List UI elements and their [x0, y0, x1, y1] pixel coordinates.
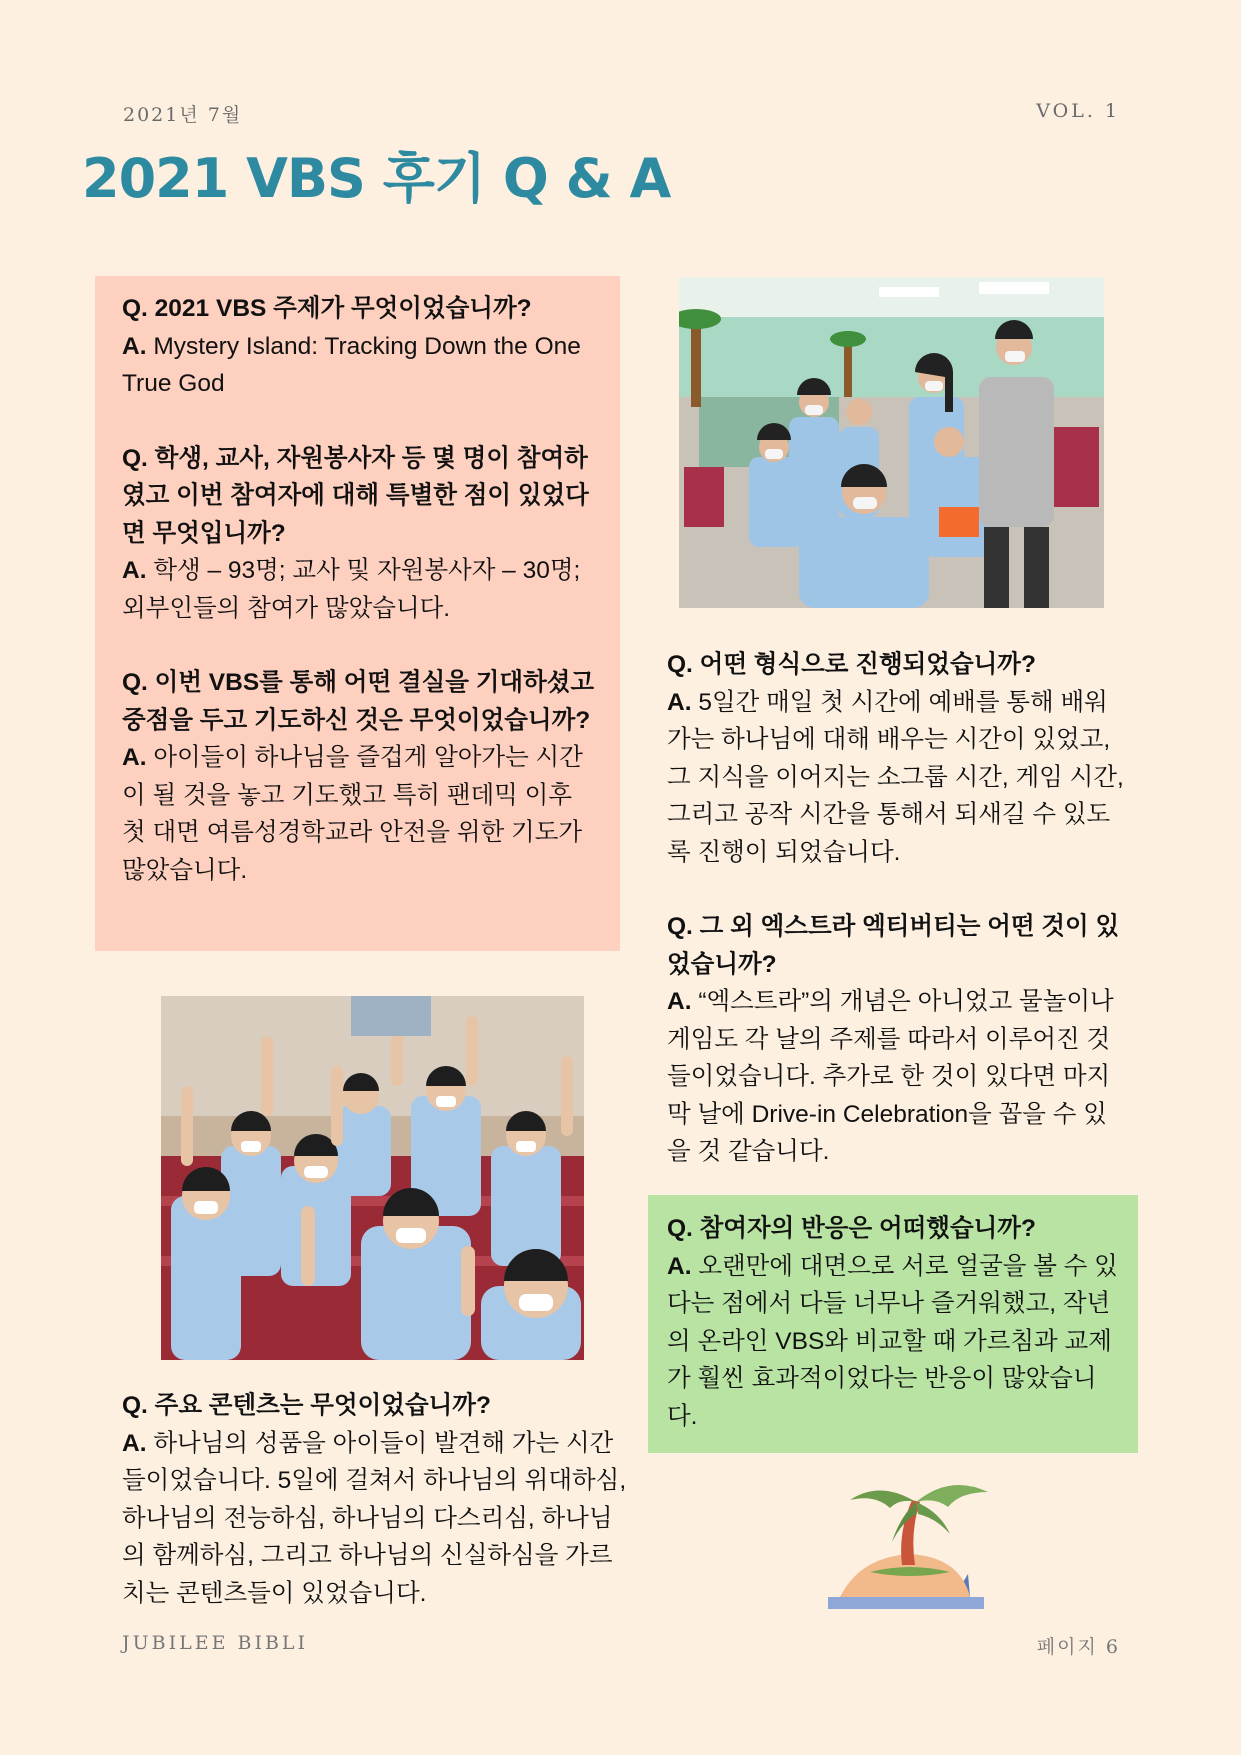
answer: 하나님의 성품을 아이들이 발견해 가는 시간들이었습니다. 5일에 걸쳐서 하나님의 위대하심, 하나님의 전능하심, 하나님의 다스리심, 하나님의 함께하심, 그리고 하나님의 신실하심을 가르치는 콘텐츠들이 있었습니다. [122, 1429, 627, 1607]
issue-date: 2021년 7월 [123, 104, 243, 126]
page-number: 페이지 6 [1036, 1636, 1120, 1658]
qa-section-green [667, 1210, 1127, 1435]
qa-item [122, 290, 602, 403]
question: Q. 어떤 형식으로 진행되었습니까? [667, 651, 1036, 678]
answer-label: A. [667, 1252, 699, 1280]
answer-label: A. [122, 1429, 154, 1457]
answer-label: A. [667, 688, 699, 716]
question: Q. 2021 VBS 주제가 무엇이었습니까? [122, 295, 532, 322]
answer-label: A. [122, 557, 154, 584]
qa-item [122, 1387, 627, 1612]
question: Q. 학생, 교사, 자원봉사자 등 몇 명이 참여하였고 이번 참여자에 대해 특별한 점이 있었다면 무엇입니까? [122, 444, 589, 547]
answer-label: A. [122, 744, 154, 771]
page-title: 2021 VBS 후기 Q & A [82, 147, 671, 210]
answer-label: A. [667, 988, 699, 1015]
children-photo [161, 996, 584, 1360]
answer-label: A. [122, 332, 154, 360]
answer: Mystery Island: Tracking Down the One True God [122, 332, 581, 397]
group-photo [679, 277, 1104, 608]
question: Q. 참여자의 반응은 어떠했습니까? [667, 1215, 1036, 1242]
qa-item [667, 1210, 1127, 1435]
qa-item [122, 440, 602, 628]
palm-island-icon [820, 1462, 1000, 1612]
qa-section-right [667, 646, 1127, 1171]
answer: “엑스트라”의 개념은 아니었고 물놀이나 게임도 각 날의 주제를 따라서 이루어진 것들이었습니다. 추가로 한 것이 있다면 마지막 날에 Drive-in Celebration을 꼽을 수 있을 것 같습니다. [667, 988, 1114, 1165]
question: Q. 이번 VBS를 통해 어떤 결실을 기대하셨고 중점을 두고 기도하신 것은 무엇이었습니까? [122, 669, 595, 734]
footer-publication: JUBILEE BIBLI [122, 1632, 309, 1654]
question: Q. 그 외 엑스트라 엑티버티는 어떤 것이 있었습니까? [667, 913, 1120, 978]
answer: 오랜만에 대면으로 서로 얼굴을 볼 수 있다는 점에서 다들 너무나 즐거워했고, 작년의 온라인 VBS와 비교할 때 가르침과 교제가 훨씬 효과적이었다는 반응이 많았습니다. [667, 1252, 1118, 1430]
qa-item [667, 646, 1127, 871]
answer: 학생 – 93명; 교사 및 자원봉사자 – 30명; 외부인들의 참여가 많았습니다. [122, 557, 581, 622]
volume-label: VOL. 1 [1036, 100, 1120, 122]
qa-item [122, 664, 602, 889]
qa-section-bottom [122, 1387, 627, 1612]
answer: 아이들이 하나님을 즐겁게 알아가는 시간이 될 것을 놓고 기도했고 특히 팬데믹 이후 첫 대면 여름성경학교라 안전을 위한 기도가 많았습니다. [122, 744, 583, 884]
qa-item [667, 908, 1127, 1171]
question: Q. 주요 콘텐츠는 무엇이었습니까? [122, 1392, 491, 1419]
qa-section-pink [122, 290, 602, 889]
answer: 5일간 매일 첫 시간에 예배를 통해 배워가는 하나님에 대해 배우는 시간이 있었고, 그 지식을 이어지는 소그룹 시간, 게임 시간, 그리고 공작 시간을 통해서 되새길 수 있도록 진행이 되었습니다. [667, 688, 1124, 866]
